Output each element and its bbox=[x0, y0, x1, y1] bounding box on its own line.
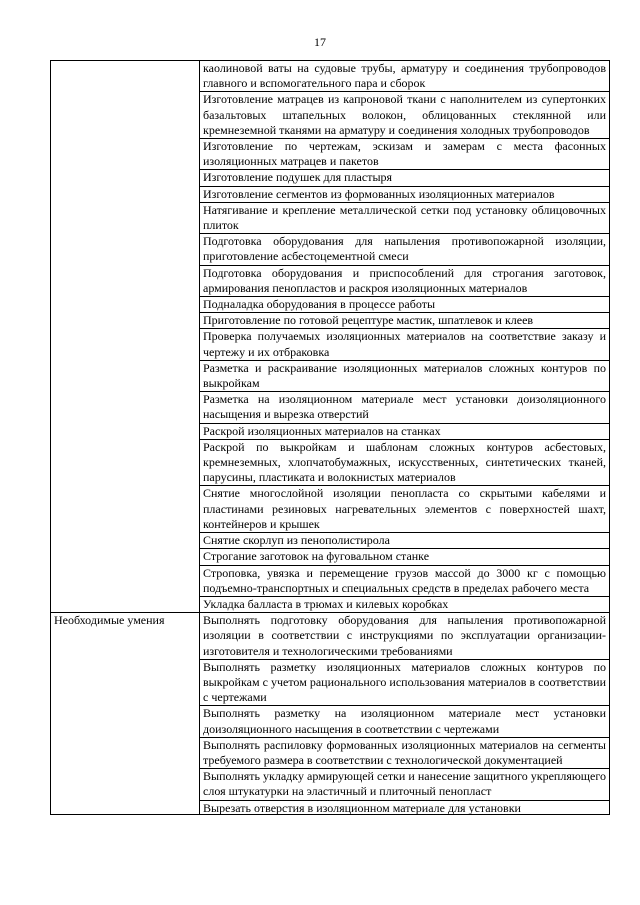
skill-cell: Выполнять подготовку оборудования для напыления противопожарной изоляции в соответствии с инструкциями по эксплуатации организации-изготовителя и технологическими требованиями bbox=[200, 613, 610, 660]
labor-action-cell: Строповка, увязка и перемещение грузов массой до 3000 кг с помощью подъемно-транспортных и специальных средств в пределах рабочего места bbox=[200, 565, 610, 596]
labor-action-cell: Подготовка оборудования и приспособлений для строгания заготовок, армирования пенопластов и раскроя изоляционных материалов bbox=[200, 265, 610, 296]
labor-action-cell: Укладка балласта в трюмах и килевых коробках bbox=[200, 596, 610, 612]
table-row bbox=[51, 61, 610, 92]
labor-action-cell: Строгание заготовок на фуговальном станке bbox=[200, 549, 610, 565]
labor-action-cell: Подналадка оборудования в процессе работы bbox=[200, 297, 610, 313]
skill-cell-truncated bbox=[200, 800, 610, 814]
labor-action-cell: Разметка на изоляционном материале мест установки доизоляционного насыщения и вырезка отверстий bbox=[200, 392, 610, 423]
labor-action-cell: Раскрой изоляционных материалов на станках bbox=[200, 423, 610, 439]
labor-action-cell: Снятие многослойной изоляции пенопласта со скрытыми кабелями и пластинами резиновых нагревательных элементов с поверхностей шахт, контейнеров и крышек bbox=[200, 486, 610, 533]
section-label-cell bbox=[51, 61, 200, 613]
competency-table bbox=[50, 60, 610, 815]
table-body bbox=[51, 61, 610, 815]
skill-cell: Выполнять разметку изоляционных материалов сложных контуров по выкройкам с учетом рационального использования материалов в соответствии с чертежами bbox=[200, 659, 610, 706]
skill-cell: Выполнять укладку армирующей сетки и нанесение защитного укрепляющего слоя штукатурки на эластичный и плиточный пенопласт bbox=[200, 769, 610, 800]
skill-cell: Выполнять разметку на изоляционном материале мест установки доизоляционного насыщения в соответствии с чертежами bbox=[200, 706, 610, 737]
labor-action-cell: Проверка получаемых изоляционных материалов на соответствие заказу и чертежу и их отбраковка bbox=[200, 329, 610, 360]
skills-label-cell: Необходимые умения bbox=[51, 613, 200, 814]
labor-action-cell: каолиновой ваты на судовые трубы, арматуру и соединения трубопроводов главного и вспомогательного пара и сборок bbox=[200, 61, 610, 92]
labor-action-cell: Снятие скорлуп из пенополистирола bbox=[200, 533, 610, 549]
page-number: 17 bbox=[314, 35, 326, 49]
table-row bbox=[51, 613, 610, 660]
labor-action-cell: Изготовление матрацев из капроновой ткани с наполнителем из супертонких базальтовых штапельных волокон, облицованных стеклянной или кремнеземной тканями на арматуру и соединения холодных трубопроводов bbox=[200, 92, 610, 139]
labor-action-cell: Подготовка оборудования для напыления противопожарной изоляции, приготовление асбестоцементной смеси bbox=[200, 234, 610, 265]
skill-cell: Выполнять распиловку формованных изоляционных материалов на сегменты требуемого размера в соответствии с технологической документацией bbox=[200, 737, 610, 768]
labor-action-cell: Изготовление сегментов из формованных изоляционных материалов bbox=[200, 186, 610, 202]
labor-action-cell: Изготовление подушек для пластыря bbox=[200, 170, 610, 186]
labor-action-cell: Приготовление по готовой рецептуре мастик, шпатлевок и клеев bbox=[200, 313, 610, 329]
labor-action-cell: Натягивание и крепление металлической сетки под установку облицовочных плиток bbox=[200, 202, 610, 233]
labor-action-cell: Изготовление по чертежам, эскизам и замерам с места фасонных изоляционных матрацев и пакетов bbox=[200, 139, 610, 170]
skill-text: Вырезать отверстия в изоляционном материале для установки bbox=[203, 800, 521, 814]
labor-action-cell: Раскрой по выкройкам и шаблонам сложных контуров асбестовых, кремнеземных, хлопчатобумажных, искусственных, синтетических тканей, парусины, пластиката и волокнистых материалов bbox=[200, 439, 610, 486]
labor-action-cell: Разметка и раскраивание изоляционных материалов сложных контуров по выкройкам bbox=[200, 360, 610, 391]
